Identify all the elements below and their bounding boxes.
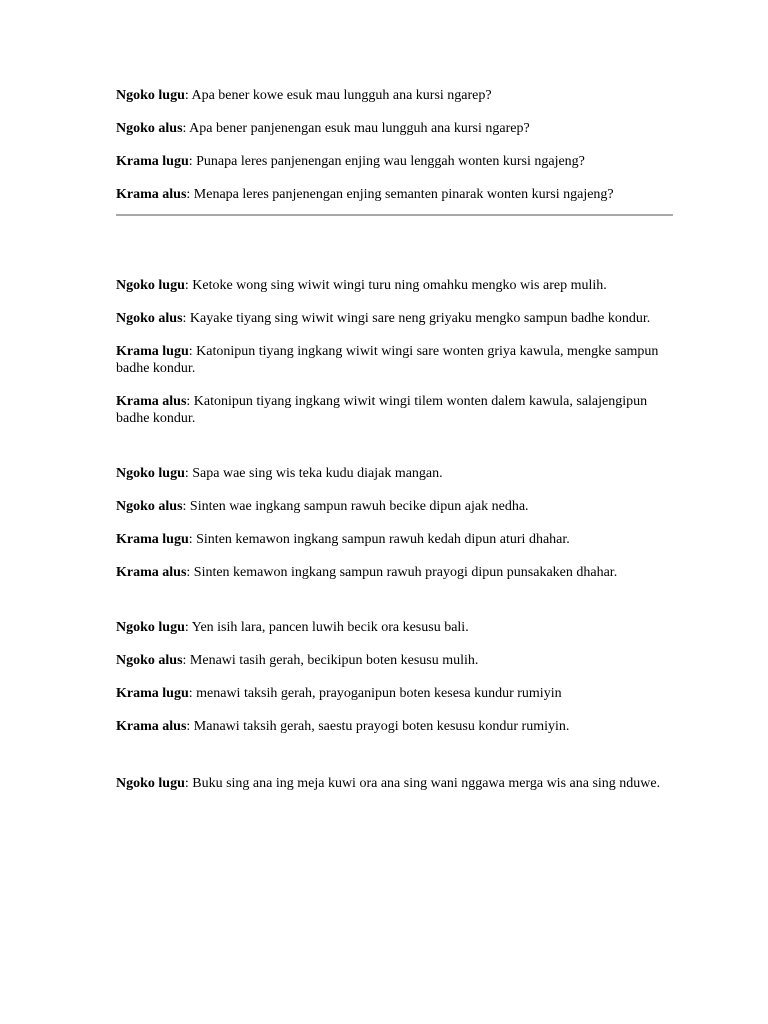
entry-krama-lugu: Krama lugu: menawi taksih gerah, prayoganipun boten kesesa kundur rumiyin xyxy=(116,686,562,701)
example-group-5 xyxy=(116,775,676,792)
entry-ngoko-alus: Ngoko alus: Kayake tiyang sing wiwit wingi sare neng griyaku mengko sampun badhe kondur. xyxy=(116,311,651,326)
entry-label: Ngoko lugu xyxy=(116,88,185,103)
entry-text: Katonipun tiyang ingkang wiwit wingi tilem wonten dalem kawula, salajengipun badhe kondur. xyxy=(116,394,648,426)
entry-ngoko-lugu: Ngoko lugu: Apa bener kowe esuk mau lungguh ana kursi ngarep? xyxy=(116,88,492,103)
entry-text: Ketoke wong sing wiwit wingi turu ning omahku mengko wis arep mulih. xyxy=(192,278,607,293)
entry-label: Krama alus xyxy=(116,187,187,202)
entry-text: Menapa leres panjenengan enjing semanten pinarak wonten kursi ngajeng? xyxy=(193,187,614,202)
entry-label: Ngoko lugu xyxy=(116,466,185,481)
entry-text: Sinten wae ingkang sampun rawuh becike dipun ajak nedha. xyxy=(189,499,529,514)
entry-text: Sinten kemawon ingkang sampun rawuh kedah dipun aturi dhahar. xyxy=(196,532,570,547)
entry-text: Apa bener kowe esuk mau lungguh ana kursi ngarep? xyxy=(191,88,492,103)
entry-text: Apa bener panjenengan esuk mau lungguh ana kursi ngarep? xyxy=(189,121,530,136)
entry-ngoko-lugu: Ngoko lugu: Ketoke wong sing wiwit wingi turu ning omahku mengko wis arep mulih. xyxy=(116,278,607,293)
entry-label: Krama alus xyxy=(116,719,187,734)
entry-label: Krama lugu xyxy=(116,344,189,359)
entry-ngoko-lugu: Ngoko lugu: Sapa wae sing wis teka kudu diajak mangan. xyxy=(116,466,443,481)
entry-text: Menawi tasih gerah, becikipun boten kesusu mulih. xyxy=(189,653,479,668)
entry-krama-alus: Krama alus: Sinten kemawon ingkang sampun rawuh prayogi dipun punsakaken dhahar. xyxy=(116,565,618,580)
entry-label: Ngoko alus xyxy=(116,121,183,136)
entry-label: Ngoko lugu xyxy=(116,620,185,635)
entry-label: Ngoko lugu xyxy=(116,776,185,791)
entry-label: Krama lugu xyxy=(116,154,189,169)
entry-label: Krama lugu xyxy=(116,532,189,547)
entry-text: Sapa wae sing wis teka kudu diajak mangan. xyxy=(192,466,443,481)
document-body xyxy=(116,87,676,792)
entry-ngoko-alus: Ngoko alus: Sinten wae ingkang sampun rawuh becike dipun ajak nedha. xyxy=(116,499,529,514)
example-group-2 xyxy=(116,277,676,427)
entry-label: Krama lugu xyxy=(116,686,189,701)
entry-krama-lugu: Krama lugu: Sinten kemawon ingkang sampun rawuh kedah dipun aturi dhahar. xyxy=(116,532,570,547)
entry-ngoko-lugu: Ngoko lugu: Yen isih lara, pancen luwih becik ora kesusu bali. xyxy=(116,620,469,635)
entry-label: Ngoko lugu xyxy=(116,278,185,293)
entry-ngoko-alus: Ngoko alus: Menawi tasih gerah, becikipun boten kesusu mulih. xyxy=(116,653,479,668)
entry-text: Punapa leres panjenengan enjing wau lenggah wonten kursi ngajeng? xyxy=(196,154,585,169)
entry-label: Ngoko alus xyxy=(116,653,183,668)
entry-text: Katonipun tiyang ingkang wiwit wingi sare wonten griya kawula, mengke sampun badhe kondur. xyxy=(116,344,659,376)
entry-krama-alus: Krama alus: Manawi taksih gerah, saestu prayogi boten kesusu kondur rumiyin. xyxy=(116,719,570,734)
entry-text: Manawi taksih gerah, saestu prayogi boten kesusu kondur rumiyin. xyxy=(193,719,570,734)
entry-krama-lugu: Krama lugu: Katonipun tiyang ingkang wiwit wingi sare wonten griya kawula, mengke sampun badhe kondur. xyxy=(116,344,659,376)
entry-krama-alus: Krama alus: Menapa leres panjenengan enjing semanten pinarak wonten kursi ngajeng? xyxy=(116,187,614,202)
entry-label: Krama alus xyxy=(116,565,187,580)
example-group-4 xyxy=(116,619,676,735)
entry-ngoko-alus: Ngoko alus: Apa bener panjenengan esuk mau lungguh ana kursi ngarep? xyxy=(116,121,530,136)
entry-label: Krama alus xyxy=(116,394,187,409)
entry-ngoko-lugu: Ngoko lugu: Buku sing ana ing meja kuwi ora ana sing wani nggawa merga wis ana sing nduwe. xyxy=(116,776,661,791)
example-group-3 xyxy=(116,465,676,581)
entry-krama-lugu: Krama lugu: Punapa leres panjenengan enjing wau lenggah wonten kursi ngajeng? xyxy=(116,154,585,169)
entry-krama-alus: Krama alus: Katonipun tiyang ingkang wiwit wingi tilem wonten dalem kawula, salajengipun badhe kondur. xyxy=(116,394,648,426)
entry-text: Buku sing ana ing meja kuwi ora ana sing wani nggawa merga wis ana sing nduwe. xyxy=(192,776,661,791)
entry-text: Yen isih lara, pancen luwih becik ora kesusu bali. xyxy=(191,620,469,635)
entry-text: Sinten kemawon ingkang sampun rawuh prayogi dipun punsakaken dhahar. xyxy=(193,565,618,580)
entry-label: Ngoko alus xyxy=(116,499,183,514)
example-group-1 xyxy=(116,87,676,203)
entry-text: menawi taksih gerah, prayoganipun boten kesesa kundur rumiyin xyxy=(196,686,562,701)
entry-text: Kayake tiyang sing wiwit wingi sare neng griyaku mengko sampun badhe kondur. xyxy=(189,311,651,326)
entry-label: Ngoko alus xyxy=(116,311,183,326)
